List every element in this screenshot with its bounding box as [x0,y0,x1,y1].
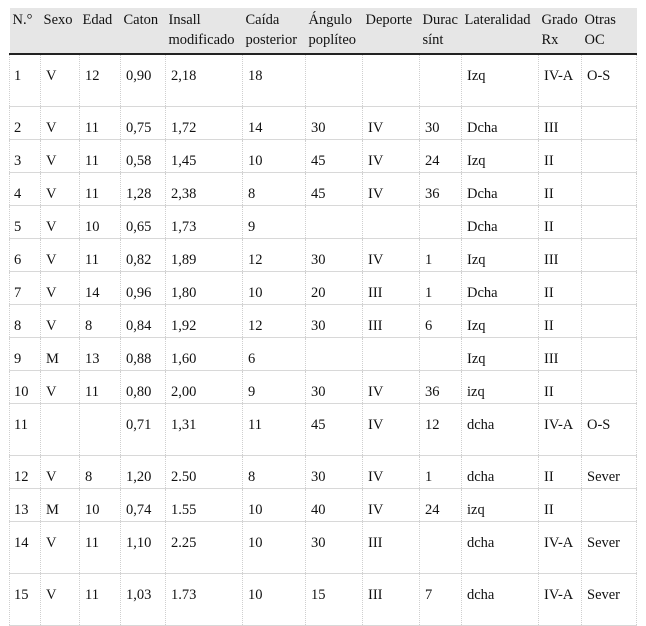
column-header [363,8,420,54]
table-cell: 10 [243,489,306,522]
table-cell: 30 [306,107,363,140]
column-header-line: Edad [82,12,113,28]
table-cell: 11 [80,140,121,173]
table-cell: dcha [462,404,539,456]
table-cell: 11 [80,574,121,626]
table-cell: 1,80 [166,272,243,305]
table-header [10,8,637,54]
table-cell: V [41,574,80,626]
column-header-line: Caton [123,12,159,28]
table-cell: 0,80 [121,371,166,404]
column-header-line [44,30,78,50]
table-cell: 9 [10,338,41,371]
table-cell: 14 [243,107,306,140]
table-cell: III [539,338,582,371]
column-header-line: Rx [541,32,559,48]
table-row [10,371,637,404]
table-cell: 40 [306,489,363,522]
table-cell: 10 [243,522,306,574]
table-cell: 2 [10,107,41,140]
table-cell: 30 [306,456,363,489]
table-cell: Izq [462,54,539,107]
table-cell: 1,20 [121,456,166,489]
table-cell: V [41,272,80,305]
column-header-line: Grado [541,12,578,28]
table-cell: 36 [420,173,462,206]
table-cell: V [41,206,80,239]
table-cell [582,173,637,206]
table-cell: 0,90 [121,54,166,107]
table-cell: 8 [80,305,121,338]
table-cell: IV [363,456,420,489]
table-cell: 1,73 [166,206,243,239]
table-row [10,489,637,522]
table-cell: V [41,107,80,140]
table-cell: 1 [10,54,41,107]
column-header-line: Insall [168,12,201,28]
table-cell: IV [363,140,420,173]
table-cell: 8 [80,456,121,489]
table-cell: 10 [80,206,121,239]
table-cell: 12 [10,456,41,489]
column-header-line: sínt [422,32,444,48]
table-cell: 1,92 [166,305,243,338]
table-cell: 36 [420,371,462,404]
table-body [10,54,637,626]
table-cell: 0,65 [121,206,166,239]
table-cell: 6 [243,338,306,371]
table-row [10,338,637,371]
table-cell: III [539,239,582,272]
table-cell: 24 [420,140,462,173]
table-cell [582,206,637,239]
table-cell: 1 [420,456,462,489]
table-row [10,107,637,140]
table-cell: 1 [420,272,462,305]
table-row [10,173,637,206]
table-cell [582,305,637,338]
table-cell [420,522,462,574]
table-cell: II [539,305,582,338]
table-cell: II [539,272,582,305]
column-header-line [83,30,119,50]
table-cell: IV-A [539,404,582,456]
table-cell: 11 [10,404,41,456]
table-cell: V [41,54,80,107]
table-cell: Izq [462,140,539,173]
table-cell: IV [363,239,420,272]
table-cell: IV [363,371,420,404]
table-cell: IV-A [539,574,582,626]
table-cell: 8 [10,305,41,338]
table-cell: 6 [10,239,41,272]
table-cell: IV-A [539,54,582,107]
table-cell: 1,03 [121,574,166,626]
table-cell: V [41,522,80,574]
table-cell: 12 [243,239,306,272]
table-cell [582,371,637,404]
column-header [306,8,363,54]
table-cell: 1.73 [166,574,243,626]
table-cell: Dcha [462,107,539,140]
column-header-line: Caída [245,12,280,28]
table-cell: dcha [462,522,539,574]
table-cell: 10 [10,371,41,404]
table-cell: II [539,173,582,206]
table-cell: Izq [462,338,539,371]
table-cell: V [41,456,80,489]
table-cell: IV [363,489,420,522]
table-cell: 0,82 [121,239,166,272]
table-row [10,140,637,173]
table-cell: 0,71 [121,404,166,456]
table-cell: 9 [243,206,306,239]
table-cell: dcha [462,456,539,489]
table-cell: IV [363,404,420,456]
table-cell: 12 [420,404,462,456]
table-cell: Sever [582,574,637,626]
table-row [10,239,637,272]
table-cell: Dcha [462,173,539,206]
table-cell [363,54,420,107]
table-cell: II [539,456,582,489]
table-row [10,456,637,489]
table-cell: 2,00 [166,371,243,404]
column-header [10,8,41,54]
table-cell: O-S [582,54,637,107]
column-header [166,8,243,54]
table-cell: 1.55 [166,489,243,522]
table-cell: 30 [306,239,363,272]
table-cell: 1,28 [121,173,166,206]
table-cell: 14 [10,522,41,574]
table-cell: 0,88 [121,338,166,371]
table-cell: 2,38 [166,173,243,206]
table-cell: 1,45 [166,140,243,173]
table-cell [306,206,363,239]
table-cell: 0,75 [121,107,166,140]
column-header-line: Sexo [43,12,73,28]
table-cell: 45 [306,404,363,456]
table-cell: 11 [80,371,121,404]
table-row [10,404,637,456]
column-header [539,8,582,54]
table-cell: Izq [462,239,539,272]
table-cell: Sever [582,522,637,574]
table-cell: 1 [420,239,462,272]
table-cell: 1,10 [121,522,166,574]
table-cell: 15 [10,574,41,626]
table-cell: M [41,489,80,522]
table-cell: 7 [10,272,41,305]
table-cell: 7 [420,574,462,626]
table-cell: 0,74 [121,489,166,522]
table-cell: 24 [420,489,462,522]
table-cell: 2.25 [166,522,243,574]
table-cell: 10 [243,272,306,305]
table-cell: III [363,272,420,305]
table-cell: 30 [306,305,363,338]
table-cell [41,404,80,456]
column-header-line [13,30,39,50]
table-cell: 14 [80,272,121,305]
table-cell: IV [363,107,420,140]
table-cell [306,338,363,371]
table-cell: 2,18 [166,54,243,107]
table-cell: 45 [306,140,363,173]
table-cell: III [539,107,582,140]
table-row [10,305,637,338]
table-cell: 11 [80,522,121,574]
table-cell [363,206,420,239]
table-cell: 11 [80,239,121,272]
table-cell: 30 [420,107,462,140]
table-cell: 13 [10,489,41,522]
table-cell: V [41,140,80,173]
table-cell [582,338,637,371]
column-header [462,8,539,54]
table-cell [420,206,462,239]
column-header-line: modificado [168,32,235,48]
table-cell [582,239,637,272]
table-cell: 12 [80,54,121,107]
table-cell: V [41,239,80,272]
table-cell: IV-A [539,522,582,574]
table-cell: V [41,305,80,338]
table-cell: 4 [10,173,41,206]
table-cell: Dcha [462,272,539,305]
table-cell: 3 [10,140,41,173]
table-row [10,206,637,239]
table-cell [582,107,637,140]
table-cell: izq [462,489,539,522]
table-cell: Dcha [462,206,539,239]
table-cell: 1,89 [166,239,243,272]
column-header-line: Ángulo [308,12,352,28]
column-header [41,8,80,54]
table-cell: 10 [243,140,306,173]
table-row [10,54,637,107]
table-cell: O-S [582,404,637,456]
table-cell: 0,58 [121,140,166,173]
table-cell: 30 [306,371,363,404]
table-cell: 30 [306,522,363,574]
table-cell: 13 [80,338,121,371]
table-cell: 18 [243,54,306,107]
column-header [243,8,306,54]
column-header [80,8,121,54]
table-cell [363,338,420,371]
column-header-line: posterior [245,32,298,48]
header-row [10,8,637,54]
table-cell: 15 [306,574,363,626]
table-cell: II [539,489,582,522]
table-cell: 10 [80,489,121,522]
table-cell: M [41,338,80,371]
table-cell: IV [363,173,420,206]
table-cell: 20 [306,272,363,305]
column-header-line: OC [584,32,605,48]
table-cell: Izq [462,305,539,338]
table-cell: II [539,206,582,239]
table-cell: 1,60 [166,338,243,371]
table-cell: 11 [80,107,121,140]
table-cell: III [363,522,420,574]
column-header [582,8,637,54]
table-cell: 6 [420,305,462,338]
table-cell [306,54,363,107]
table-cell: 8 [243,456,306,489]
table-cell: V [41,173,80,206]
column-header-line: Deporte [365,12,413,28]
table-cell: 9 [243,371,306,404]
table-cell: III [363,305,420,338]
column-header-line: N.° [12,12,33,28]
column-header-line [124,30,164,50]
column-header [121,8,166,54]
table-cell: 1,31 [166,404,243,456]
table-cell [80,404,121,456]
table-cell: 8 [243,173,306,206]
column-header-line [366,30,418,50]
table-cell: izq [462,371,539,404]
table-cell [420,338,462,371]
column-header-line: Durac [422,12,458,28]
table-cell: III [363,574,420,626]
table-cell: dcha [462,574,539,626]
table-cell: 11 [80,173,121,206]
column-header-line [465,30,537,50]
column-header [420,8,462,54]
patient-data-table [9,8,637,626]
table-cell: 1,72 [166,107,243,140]
table-cell: 45 [306,173,363,206]
table-cell: 2.50 [166,456,243,489]
table-cell [582,272,637,305]
table-cell: 11 [243,404,306,456]
table-cell: II [539,371,582,404]
table-cell: V [41,371,80,404]
table-cell: Sever [582,456,637,489]
table-cell [582,140,637,173]
column-header-line: poplíteo [308,32,357,48]
table-row [10,522,637,574]
table-cell: 10 [243,574,306,626]
table-cell: II [539,140,582,173]
table-cell [420,54,462,107]
table-cell [582,489,637,522]
table-row [10,272,637,305]
table-cell: 0,96 [121,272,166,305]
column-header-line: Lateralidad [464,12,531,28]
table-cell: 0,84 [121,305,166,338]
column-header-line: Otras [584,12,616,28]
table-cell: 5 [10,206,41,239]
table-cell: 12 [243,305,306,338]
